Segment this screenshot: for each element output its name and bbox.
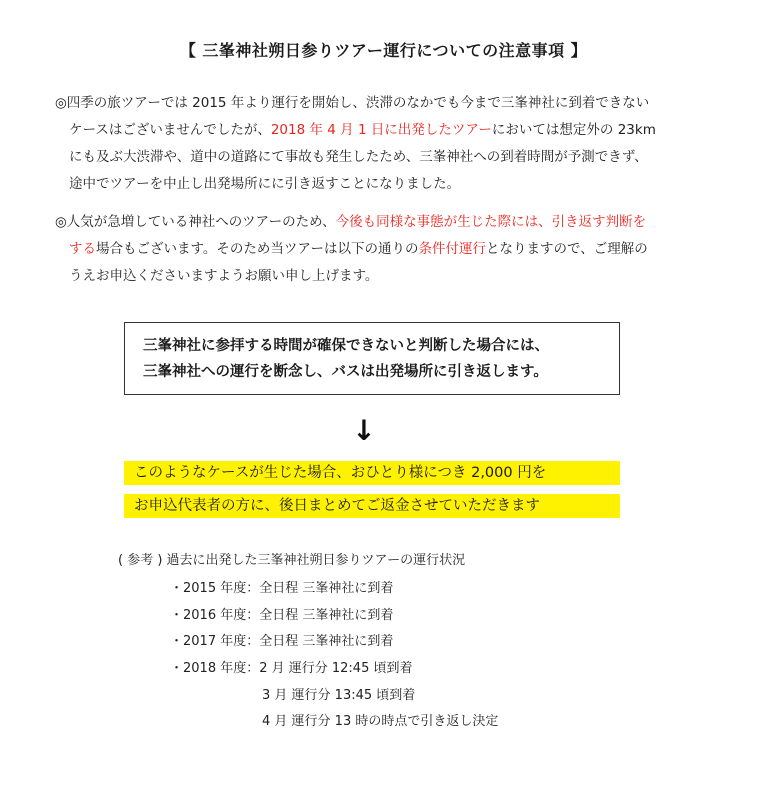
history-item: ・2017 年度：全日程 三峯神社に到着 bbox=[170, 634, 394, 649]
policy-line-3: うえお申込くださいますようお願い申し上げます。 bbox=[69, 268, 379, 284]
history-item: 3 月 運行分 13:45 頃到着 bbox=[262, 688, 416, 703]
policy-red-text: 今後も同様な事態が生じた際には、引き返す判断を bbox=[335, 214, 647, 230]
notice-line-1: 三峯神社に参拝する時間が確保できないと判断した場合には、 bbox=[143, 338, 549, 354]
incident-line-1: ◎四季の旅ツアーでは 2015 年より運行を開始し、渋滞のなかでも今まで三峯神社に到着できない bbox=[55, 95, 650, 111]
policy-paragraph bbox=[55, 209, 725, 290]
down-arrow-icon: ↓ bbox=[352, 414, 376, 447]
history-item: ・2015 年度：全日程 三峯神社に到着 bbox=[170, 581, 394, 596]
incident-date-highlight: 2018 年 4 月 1 日に出発したツアー bbox=[270, 122, 492, 138]
incident-paragraph bbox=[55, 90, 725, 198]
policy-line-2 bbox=[55, 236, 725, 263]
policy-text: となりますので、ご理解の bbox=[486, 241, 648, 257]
refund-highlight-line-1: このようなケースが生じた場合、おひとり様につき 2,000 円を bbox=[124, 461, 620, 485]
history-item: ・2016 年度：全日程 三峯神社に到着 bbox=[170, 608, 394, 623]
reference-heading: ( 参考 ) 過去に出発した三峯神社朔日参りツアーの運行状況 bbox=[118, 553, 466, 568]
notice-line-2: 三峯神社への運行を断念し、バスは出発場所に引き返します。 bbox=[143, 364, 548, 380]
conditional-operation-text: 条件付運行 bbox=[418, 241, 487, 257]
policy-red-text: する bbox=[69, 241, 96, 257]
history-item: 4 月 運行分 13 時の時点で引き返し決定 bbox=[262, 714, 499, 729]
policy-text: 場合もございます。そのため当ツアーは以下の通りの bbox=[96, 241, 419, 257]
policy-line-1 bbox=[55, 209, 725, 236]
incident-line-3: にも及ぶ大渋滞や、道中の道路にて事故も発生したため、三峯神社への到着時間が予測できず、 bbox=[69, 149, 648, 165]
incident-line-4: 途中でツアーを中止し出発場所にに引き返すことになりました。 bbox=[69, 176, 461, 192]
refund-highlight-line-2: お申込代表者の方に、後日まとめてご返金させていただきます bbox=[124, 494, 620, 518]
incident-text: においては想定外の 23km bbox=[491, 122, 656, 138]
page-title: 【 三峯神社朔日参りツアー運行についての注意事項 】 bbox=[179, 41, 588, 60]
incident-line-2 bbox=[55, 117, 725, 144]
notice-box bbox=[124, 322, 620, 395]
policy-text: ◎人気が急増している神社へのツアーのため、 bbox=[55, 214, 336, 230]
history-item: ・2018 年度：2 月 運行分 12:45 頃到着 bbox=[170, 661, 413, 676]
incident-text: ケースはございませんでしたが、 bbox=[69, 122, 271, 138]
